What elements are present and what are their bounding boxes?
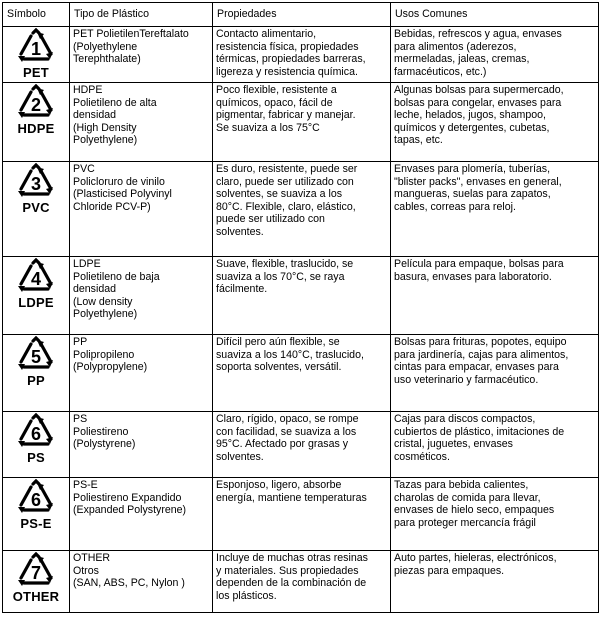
type-line: LDPE bbox=[73, 258, 101, 270]
uses-line: mermeladas, jaleas, cremas, bbox=[394, 53, 530, 66]
properties-cell bbox=[213, 27, 391, 83]
uses-line: piezas para empaques. bbox=[394, 564, 505, 577]
uses-line: mangueras, suelas para zapatos, bbox=[394, 188, 551, 201]
properties-line: suaviza a los 140°C, traslucido, bbox=[216, 348, 364, 361]
type-cell bbox=[70, 478, 213, 551]
properties-line: Difícil pero aún flexible, se bbox=[216, 336, 340, 348]
type-line: Terephthalate) bbox=[73, 53, 141, 66]
type-line: densidad bbox=[73, 109, 117, 122]
uses-line: farmacéuticos, etc.) bbox=[394, 65, 487, 78]
recycling-triangle-icon bbox=[16, 336, 56, 374]
uses-line: Auto partes, hieleras, electrónicos, bbox=[394, 552, 557, 564]
properties-line: Contacto alimentario, bbox=[216, 28, 317, 40]
type-line: (Polyethylene bbox=[73, 40, 138, 53]
type-line: Polipropileno bbox=[73, 348, 135, 361]
type-line: OTHER bbox=[73, 552, 111, 564]
uses-cell bbox=[391, 83, 599, 162]
properties-cell bbox=[213, 551, 391, 613]
header-properties: Propiedades bbox=[213, 3, 391, 27]
type-line: (Low density bbox=[73, 295, 133, 308]
uses-line: "blister packs", envases en general, bbox=[394, 175, 562, 188]
uses-line: cosméticos. bbox=[394, 450, 450, 463]
uses-line: Algunas bolsas para supermercado, bbox=[394, 84, 564, 96]
properties-line: con facilidad, se suaviza a los bbox=[216, 425, 357, 438]
properties-line: Esponjoso, ligero, absorbe bbox=[216, 479, 342, 491]
properties-line: Se suaviza a los 75°C bbox=[216, 121, 320, 134]
recycling-number: 7 bbox=[30, 563, 42, 583]
uses-line: Envases para plomería, tuberías, bbox=[394, 163, 551, 175]
plastics-table bbox=[2, 2, 599, 613]
type-line: PS-E bbox=[73, 479, 98, 491]
type-line: Poliestireno Expandido bbox=[73, 491, 182, 504]
uses-line: tapas, etc. bbox=[394, 134, 443, 147]
uses-line: envases de hielo seco, empaques bbox=[394, 504, 555, 517]
type-cell bbox=[70, 412, 213, 478]
properties-line: soporta solventes, versátil. bbox=[216, 361, 342, 374]
properties-line: resistencia física, propiedades bbox=[216, 40, 359, 53]
properties-line: térmicas, propiedades barreras, bbox=[216, 53, 366, 66]
resin-code: LDPE bbox=[18, 295, 54, 310]
resin-code: OTHER bbox=[12, 589, 60, 604]
type-line: (High Density bbox=[73, 121, 137, 134]
properties-line: solventes, se suaviza a los bbox=[216, 188, 343, 201]
uses-line: Bebidas, refrescos y agua, envases bbox=[394, 28, 562, 40]
recycling-number: 4 bbox=[30, 269, 42, 289]
uses-line: químicos y detergentes, cubetas, bbox=[394, 121, 550, 134]
symbol-cell bbox=[3, 551, 70, 613]
header-row bbox=[3, 3, 599, 27]
uses-line: Película para empaque, bolsas para bbox=[394, 258, 564, 270]
header-symbol: Símbolo bbox=[3, 3, 70, 27]
symbol-cell bbox=[3, 27, 70, 83]
properties-cell bbox=[213, 412, 391, 478]
resin-code: PET bbox=[23, 65, 49, 80]
uses-line: bolsas para congelar, envases para bbox=[394, 96, 562, 109]
properties-line: Es duro, resistente, puede ser bbox=[216, 163, 358, 175]
type-line: HDPE bbox=[73, 84, 103, 96]
resin-code: PVC bbox=[22, 200, 50, 215]
type-line: Otros bbox=[73, 564, 99, 577]
properties-line: ligereza y resistencia química. bbox=[216, 65, 358, 78]
uses-cell bbox=[391, 551, 599, 613]
uses-line: uso veterinario y farmacéutico. bbox=[394, 373, 539, 386]
type-line: Poliestireno bbox=[73, 425, 129, 438]
properties-line: dependen de la combinación de bbox=[216, 577, 367, 590]
resin-code: PS bbox=[27, 450, 45, 465]
properties-line: Suave, flexible, traslucido, se bbox=[216, 258, 354, 270]
properties-line: puede ser utilizado con bbox=[216, 213, 325, 226]
type-cell bbox=[70, 83, 213, 162]
resin-code: HDPE bbox=[17, 121, 55, 136]
uses-cell bbox=[391, 162, 599, 257]
uses-line: para jardinería, cajas para alimentos, bbox=[394, 348, 569, 361]
properties-line: pigmentar, fabricar y manejar. bbox=[216, 109, 356, 122]
properties-line: Claro, rígido, opaco, se rompe bbox=[216, 413, 359, 425]
properties-line: suaviza a los 70°C, se raya bbox=[216, 270, 345, 283]
type-cell bbox=[70, 27, 213, 83]
uses-cell bbox=[391, 27, 599, 83]
table-row bbox=[3, 83, 599, 162]
uses-line: basura, envases para laboratorio. bbox=[394, 270, 552, 283]
table-row bbox=[3, 412, 599, 478]
symbol-cell bbox=[3, 412, 70, 478]
recycling-number: 1 bbox=[30, 39, 42, 59]
symbol-cell bbox=[3, 478, 70, 551]
type-line: Polietileno de baja bbox=[73, 270, 160, 283]
properties-line: solventes. bbox=[216, 450, 264, 463]
properties-line: claro, puede ser utilizado con bbox=[216, 175, 354, 188]
properties-cell bbox=[213, 478, 391, 551]
properties-cell bbox=[213, 257, 391, 335]
type-line: (SAN, ABS, PC, Nylon ) bbox=[73, 577, 185, 590]
symbol-cell bbox=[3, 162, 70, 257]
uses-cell bbox=[391, 478, 599, 551]
recycling-triangle-icon bbox=[16, 413, 56, 451]
type-line: densidad bbox=[73, 283, 117, 296]
type-line: Chloride PCV-P) bbox=[73, 200, 151, 213]
uses-line: para proteger mercancía frágil bbox=[394, 516, 536, 529]
uses-line: charolas de comida para llevar, bbox=[394, 491, 541, 504]
type-line: Policloruro de vinilo bbox=[73, 175, 165, 188]
uses-line: cristal, juguetes, envases bbox=[394, 438, 513, 451]
table-row bbox=[3, 27, 599, 83]
recycling-number: 6 bbox=[30, 490, 42, 510]
uses-cell bbox=[391, 335, 599, 412]
uses-cell bbox=[391, 412, 599, 478]
table-row bbox=[3, 162, 599, 257]
properties-line: Incluye de muchas otras resinas bbox=[216, 552, 368, 564]
type-line: (Polystyrene) bbox=[73, 438, 136, 451]
recycling-triangle-icon bbox=[16, 84, 56, 122]
type-line: Polietileno de alta bbox=[73, 96, 157, 109]
recycling-triangle-icon bbox=[16, 258, 56, 296]
properties-line: Poco flexible, resistente a bbox=[216, 84, 337, 96]
symbol-cell bbox=[3, 257, 70, 335]
recycling-triangle-icon bbox=[16, 163, 56, 201]
recycling-number: 6 bbox=[30, 424, 42, 444]
symbol-cell bbox=[3, 335, 70, 412]
properties-cell bbox=[213, 83, 391, 162]
type-cell bbox=[70, 551, 213, 613]
properties-line: 80°C. Flexible, claro, elástico, bbox=[216, 200, 356, 213]
properties-line: y materiales. Sus propiedades bbox=[216, 564, 359, 577]
type-line: PS bbox=[73, 413, 88, 425]
recycling-number: 5 bbox=[30, 347, 42, 367]
properties-line: energía, mantiene temperaturas bbox=[216, 491, 367, 504]
recycling-number: 3 bbox=[30, 174, 42, 194]
table-row bbox=[3, 257, 599, 335]
header-uses: Usos Comunes bbox=[391, 3, 599, 27]
uses-line: Tazas para bebida calientes, bbox=[394, 479, 529, 491]
properties-line: químicos, opaco, fácil de bbox=[216, 96, 333, 109]
type-line: Polyethylene) bbox=[73, 308, 138, 321]
type-cell bbox=[70, 257, 213, 335]
type-cell bbox=[70, 335, 213, 412]
recycling-triangle-icon bbox=[16, 479, 56, 517]
properties-cell bbox=[213, 335, 391, 412]
uses-line: cables, correas para reloj. bbox=[394, 200, 516, 213]
uses-line: Bolsas para frituras, popotes, equipo bbox=[394, 336, 567, 348]
type-line: Polyethylene) bbox=[73, 134, 138, 147]
recycling-triangle-icon bbox=[16, 552, 56, 590]
resin-code: PP bbox=[27, 373, 45, 388]
resin-code: PS-E bbox=[20, 516, 52, 531]
type-cell bbox=[70, 162, 213, 257]
properties-line: fácilmente. bbox=[216, 283, 268, 296]
table-row bbox=[3, 335, 599, 412]
table-row bbox=[3, 478, 599, 551]
table-row bbox=[3, 551, 599, 613]
type-line: (Plasticised Polyvinyl bbox=[73, 188, 172, 201]
uses-cell bbox=[391, 257, 599, 335]
symbol-cell bbox=[3, 83, 70, 162]
properties-line: 95°C. Afectado por grasas y bbox=[216, 438, 349, 451]
uses-line: leche, helados, jugos, shampoo, bbox=[394, 109, 546, 122]
uses-line: para alimentos (aderezos, bbox=[394, 40, 517, 53]
properties-line: los plásticos. bbox=[216, 589, 277, 602]
properties-cell bbox=[213, 162, 391, 257]
recycling-number: 2 bbox=[30, 95, 42, 115]
header-type: Tipo de Plástico bbox=[70, 3, 213, 27]
type-line: PET PolietilenTereftalato bbox=[73, 28, 189, 40]
uses-line: cubiertos de plástico, imitaciones de bbox=[394, 425, 565, 438]
type-line: (Polypropylene) bbox=[73, 361, 148, 374]
uses-line: cintas para empacar, envases para bbox=[394, 361, 559, 374]
properties-line: solventes. bbox=[216, 225, 264, 238]
uses-line: Cajas para discos compactos, bbox=[394, 413, 536, 425]
type-line: (Expanded Polystyrene) bbox=[73, 504, 187, 517]
recycling-triangle-icon bbox=[16, 28, 56, 66]
type-line: PP bbox=[73, 336, 88, 348]
type-line: PVC bbox=[73, 163, 95, 175]
